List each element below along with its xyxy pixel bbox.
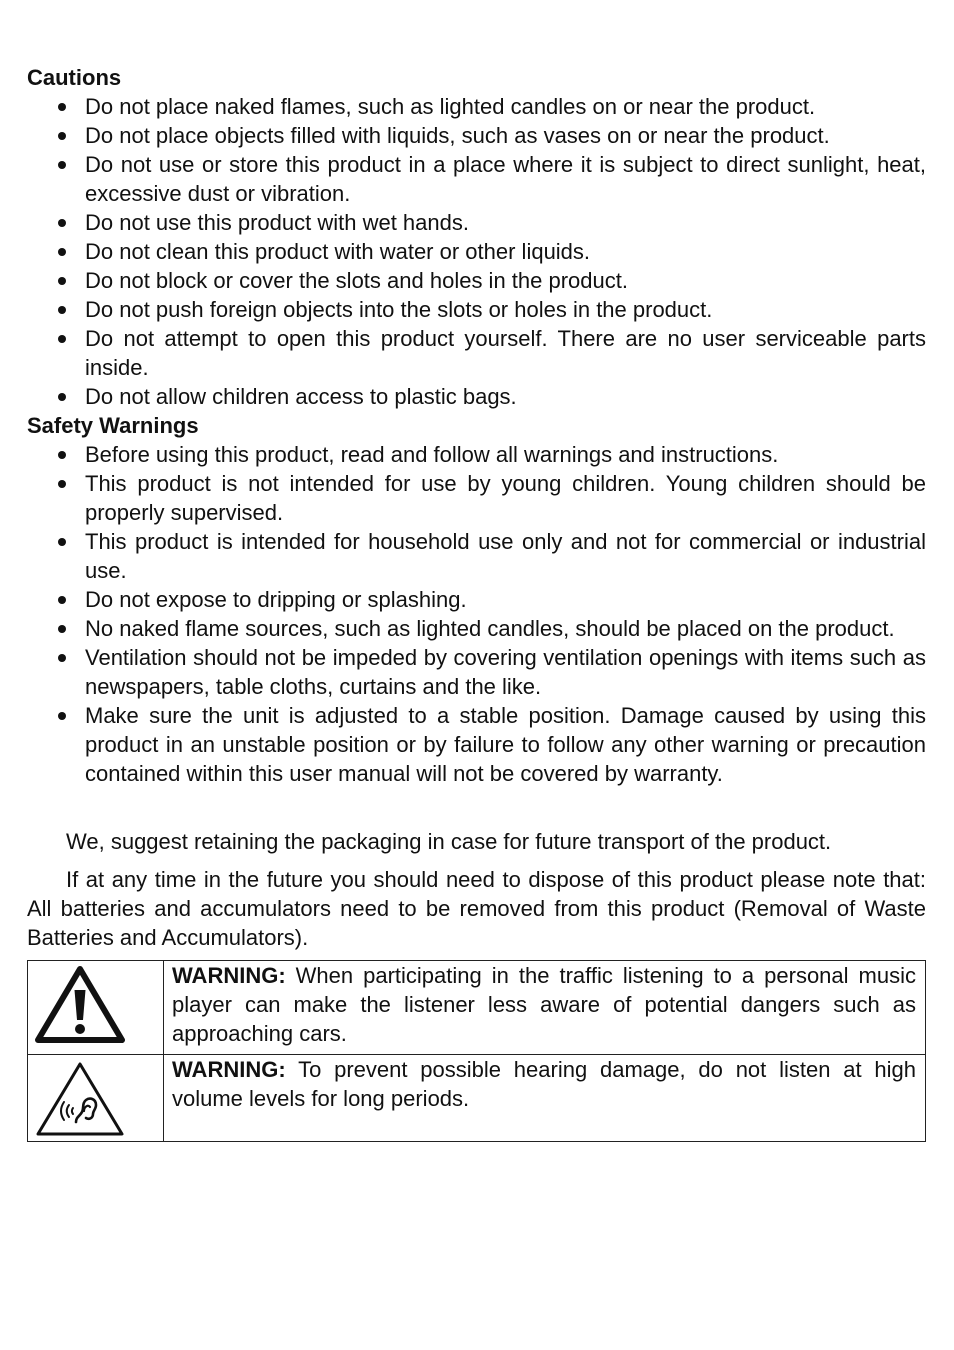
manual-page bbox=[27, 60, 926, 1142]
list-item: Do not push foreign objects into the slots or holes in the product. bbox=[27, 295, 926, 324]
list-item: Do not use this product with wet hands. bbox=[27, 208, 926, 237]
bullet-icon bbox=[58, 480, 66, 488]
bullet-icon bbox=[58, 306, 66, 314]
packaging-paragraph: We, suggest retaining the packaging in case for future transport of the product. bbox=[66, 829, 832, 854]
bullet-icon bbox=[58, 625, 66, 633]
exclamation-triangle-icon bbox=[34, 964, 126, 1044]
bullet-icon bbox=[58, 712, 66, 720]
list-item: Ventilation should not be impeded by covering ventilation openings with items such as newspapers, table cloths, curtains and the like. bbox=[27, 643, 926, 701]
bullet-icon bbox=[58, 103, 66, 111]
list-item: Do not attempt to open this product yourself. There are no user serviceable parts inside. bbox=[27, 324, 926, 382]
list-item: This product is intended for household use only and not for commercial or industrial use. bbox=[27, 527, 926, 585]
warning-text-cell bbox=[164, 1055, 926, 1142]
warning-icon-cell bbox=[28, 961, 164, 1055]
bullet-icon bbox=[58, 393, 66, 401]
bullet-icon bbox=[58, 335, 66, 343]
warning-text: To prevent possible hearing damage, do not listen at high volume levels for long periods. bbox=[172, 1057, 916, 1111]
bullet-icon bbox=[58, 538, 66, 546]
hearing-icon-cell bbox=[28, 1055, 164, 1142]
safety-warnings-list bbox=[27, 440, 926, 788]
disposal-paragraph: If at any time in the future you should need to dispose of this product please note that: All batteries and accumulators need to be removed from this product (Removal of Waste Batteries and Accumulators). bbox=[27, 867, 926, 950]
warning-text: When participating in the traffic listening to a personal music player can make the listener less aware of potential dangers such as approaching cars. bbox=[172, 963, 916, 1046]
list-item: Do not block or cover the slots and holes in the product. bbox=[27, 266, 926, 295]
list-item: Make sure the unit is adjusted to a stable position. Damage caused by using this product in an unstable position or by failure to follow any other warning or precaution contained within this user manual will not be covered by warranty. bbox=[27, 701, 926, 788]
list-item: Do not expose to dripping or splashing. bbox=[27, 585, 926, 614]
bullet-icon bbox=[58, 161, 66, 169]
bullet-icon bbox=[58, 654, 66, 662]
bullet-icon bbox=[58, 132, 66, 140]
list-item: Do not place objects filled with liquids, such as vases on or near the product. bbox=[27, 121, 926, 150]
list-item: Do not place naked flames, such as lighted candles on or near the product. bbox=[27, 92, 926, 121]
list-item: Before using this product, read and follow all warnings and instructions. bbox=[27, 440, 926, 469]
cautions-heading: Cautions bbox=[27, 65, 122, 90]
bullet-icon bbox=[58, 596, 66, 604]
warning-text-cell bbox=[164, 961, 926, 1055]
list-item: Do not allow children access to plastic bags. bbox=[27, 382, 926, 411]
bullet-icon bbox=[58, 451, 66, 459]
ear-warning-icon bbox=[34, 1058, 126, 1138]
warning-label: WARNING: bbox=[172, 1057, 286, 1082]
bullet-icon bbox=[58, 219, 66, 227]
list-item: Do not use or store this product in a place where it is subject to direct sunlight, heat, excessive dust or vibration. bbox=[27, 150, 926, 208]
safety-warnings-heading: Safety Warnings bbox=[27, 413, 199, 438]
bullet-icon bbox=[58, 277, 66, 285]
list-item: No naked flame sources, such as lighted candles, should be placed on the product. bbox=[27, 614, 926, 643]
warning-label: WARNING: bbox=[172, 963, 286, 988]
warnings-table bbox=[27, 960, 926, 1142]
list-item: This product is not intended for use by young children. Young children should be properly supervised. bbox=[27, 469, 926, 527]
table-row bbox=[28, 961, 926, 1055]
bullet-icon bbox=[58, 248, 66, 256]
cautions-list bbox=[27, 92, 926, 411]
list-item: Do not clean this product with water or other liquids. bbox=[27, 237, 926, 266]
table-row bbox=[28, 1055, 926, 1142]
